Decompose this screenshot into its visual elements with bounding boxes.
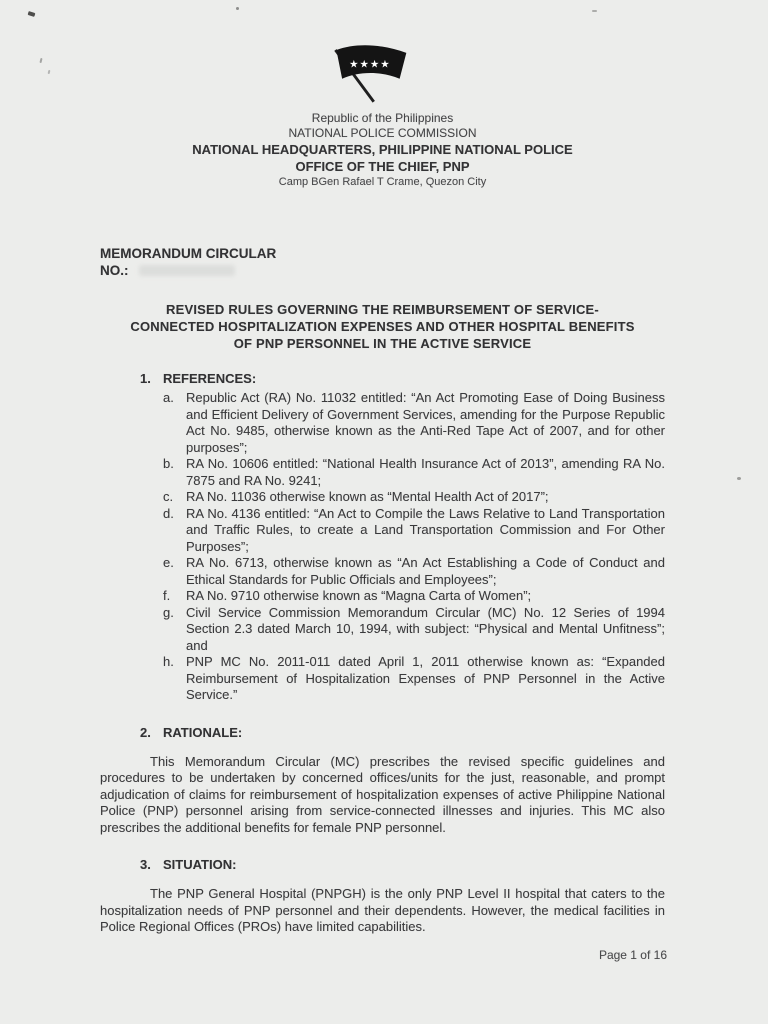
section-title: REFERENCES: <box>163 371 257 386</box>
reference-item <box>163 489 665 506</box>
section-references <box>100 370 665 704</box>
reference-letter: c. <box>163 489 174 504</box>
reference-item <box>163 555 665 588</box>
scan-speck <box>592 10 597 12</box>
letterhead-napolcom: NATIONAL POLICE COMMISSION <box>288 126 477 140</box>
section-number: 1. <box>140 371 151 386</box>
page-number: Page 1 of 16 <box>598 948 667 962</box>
reference-text: PNP MC No. 2011-011 dated April 1, 2011 otherwise known as: “Expanded Reimbursement of Hospitalization Expenses of PNP Personnel in the Active Service.” <box>186 654 665 702</box>
reference-text: RA No. 10606 entitled: “National Health Insurance Act of 2013”, amending RA No. 7875 and RA No. 9241; <box>186 456 665 488</box>
reference-item <box>163 654 665 704</box>
section-heading <box>140 724 665 741</box>
reference-text: Civil Service Commission Memorandum Circular (MC) No. 12 Series of 1994 Section 2.3 dated March 10, 1994, with subject: “Physical and Mental Unfitness”; and <box>186 604 665 653</box>
reference-letter: b. <box>163 456 174 471</box>
section-number: 3. <box>140 857 151 872</box>
faded-memo-number <box>139 265 235 276</box>
section-heading <box>140 856 665 873</box>
reference-letter: e. <box>163 555 174 570</box>
section-situation <box>100 856 665 936</box>
reference-text: Republic Act (RA) No. 11032 entitled: “An Act Promoting Ease of Doing Business and Efficient Delivery of Government Services, amending for the Purpose Republic Act No. 9485, otherwise known as the Anti-Red Tape Act of 2007, and for other purposes”; <box>186 390 665 455</box>
scan-speck <box>737 477 741 480</box>
reference-list <box>100 390 665 704</box>
section-number: 2. <box>140 724 151 740</box>
situation-paragraph: The PNP General Hospital (PNPGH) is the only PNP Level II hospital that caters to the hospitalization needs of PNP personnel and their dependents. However, the medical facilities in Police Regional Offices (PROs) have limited capabilities. <box>100 886 665 934</box>
reference-item <box>163 605 665 655</box>
reference-letter: h. <box>163 654 174 669</box>
reference-letter: a. <box>163 390 174 405</box>
reference-text: RA No. 9710 otherwise known as “Magna Carta of Women”; <box>186 588 532 603</box>
scan-speck <box>48 70 51 74</box>
section-heading <box>140 370 665 387</box>
rationale-paragraph: This Memorandum Circular (MC) prescribes the revised specific guidelines and procedures to be undertaken by concerned offices/units for the just, reasonable, and prompt adjudication of claims for reimbursement of hospitalization expenses of active Philippine National Police (PNP) personnel arising from service-connected illnesses and injuries. This MC also prescribes the additional benefits for female PNP personnel. <box>100 753 665 835</box>
flag-stars-icon: ★★★★ <box>348 58 391 71</box>
section-rationale <box>100 724 665 837</box>
memo-type: MEMORANDUM CIRCULAR <box>100 246 277 261</box>
scan-speck <box>236 7 239 10</box>
scan-speck <box>39 58 42 63</box>
section-title: SITUATION: <box>163 857 237 872</box>
memo-label-block <box>100 245 665 279</box>
memo-number-label: NO.: <box>100 263 129 278</box>
reference-item <box>163 506 665 556</box>
reference-item <box>163 390 665 456</box>
reference-letter: g. <box>163 604 174 620</box>
section-title: RATIONALE: <box>163 724 243 740</box>
reference-text: RA No. 6713, otherwise known as “An Act Establishing a Code of Conduct and Ethical Standards for Public Officials and Employees”; <box>186 555 665 587</box>
letterhead-office: OFFICE OF THE CHIEF, PNP <box>295 159 470 174</box>
memo-title: REVISED RULES GOVERNING THE REIMBURSEMENT OF SERVICE-CONNECTED HOSPITALIZATION EXPENSES AND OTHER HOSPITAL BENEFITS OF PNP PERSONNEL IN THE ACTIVE SERVICE <box>130 302 635 351</box>
reference-text: RA No. 4136 entitled: “An Act to Compile the Laws Relative to Land Transportation and Traffic Rules, to create a Land Transportation Commission and For Other Purposes”; <box>186 505 665 554</box>
reference-text: RA No. 11036 otherwise known as “Mental Health Act of 2017”; <box>186 489 549 504</box>
letterhead-republic: Republic of the Philippines <box>311 111 454 125</box>
scan-speck <box>28 11 36 17</box>
reference-letter: f. <box>163 588 171 603</box>
letterhead-nhq: NATIONAL HEADQUARTERS, PHILIPPINE NATIONAL POLICE <box>192 142 573 157</box>
reference-letter: d. <box>163 505 174 521</box>
reference-item <box>163 456 665 489</box>
pnp-flag-icon <box>322 44 414 109</box>
letterhead-camp: Camp BGen Rafael T Crame, Quezon City <box>278 176 487 188</box>
reference-item <box>163 588 665 605</box>
letterhead <box>100 0 665 189</box>
